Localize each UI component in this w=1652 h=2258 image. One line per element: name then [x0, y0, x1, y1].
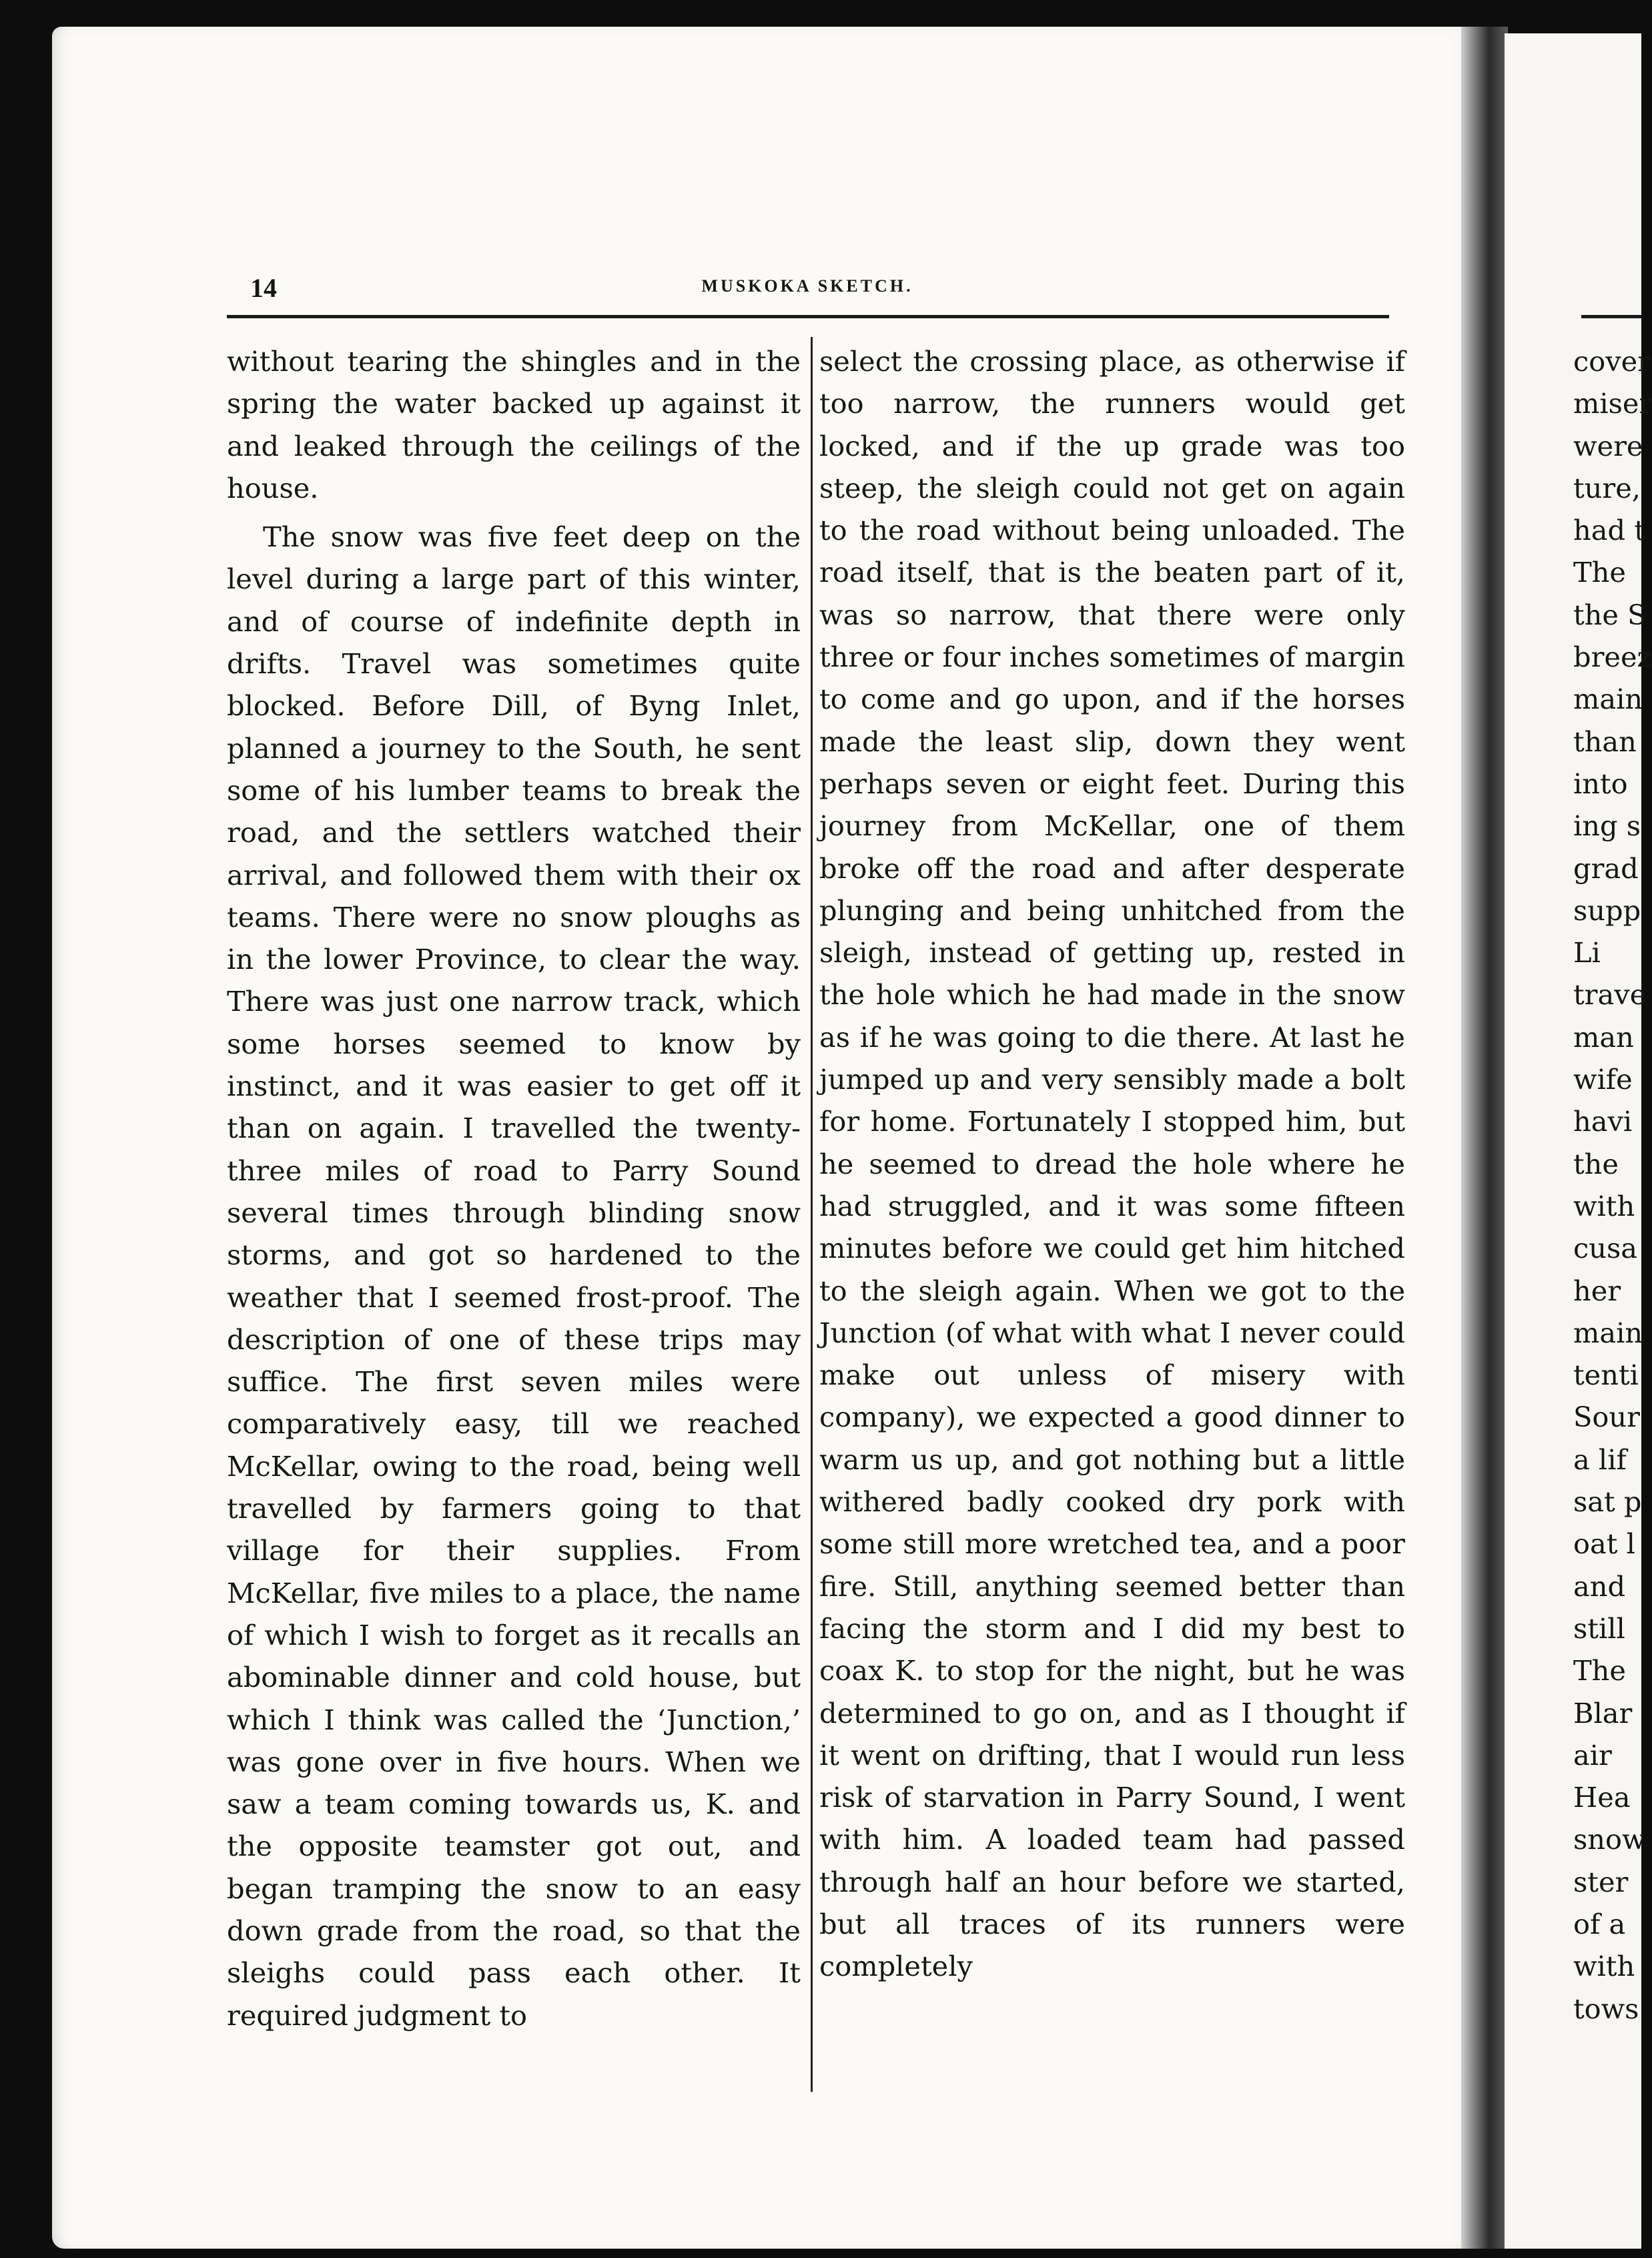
- edge-line: and: [1573, 1569, 1626, 1603]
- book-gutter: [1461, 27, 1508, 2249]
- edge-line: still: [1573, 1611, 1625, 1645]
- edge-line: the: [1573, 1147, 1619, 1180]
- page-number: 14: [250, 273, 277, 303]
- edge-line: main: [1573, 683, 1643, 716]
- paragraph: The snow was five feet deep on the level during a large part of this winter, and of course of indefinite depth in drifts. Travel was sometimes quite blocked. Before Dill, of Byng Inlet, planned a journey to the South, he sent some of his lumber teams to break the road, and the settlers watched their arrival, and followed them with their ox teams. There were no snow ploughs as in the lower Province, to clear the way. There was just one narrow track, which some horses seemed to know by instinct, and it was easier to get off it than on again. I travelled the twenty-three miles of road to Parry Sound several times through blinding snow storms, and got so hardened to the weather that I seemed frost-proof. The description of one of these trips may suffice. The first seven miles were comparatively easy, till we reached McKellar, owing to the road, being well travelled by farmers going to that village for their supplies. From McKellar, five miles to a place, the name of which I wish to forget as it recalls an abominable dinner and cold house, but which I think was called the ‘Junction,’ was gone over in five hours. When we saw a team coming towards us, K. and the opposite teamster got out, and began tramping the snow to an easy down grade from the road, so that the sleighs could pass each other. It required judgment to: [227, 520, 801, 2032]
- left-text-column: [227, 340, 801, 2089]
- edge-line: The: [1573, 1654, 1626, 1687]
- header-rule: [227, 315, 1389, 318]
- column-divider: [811, 337, 813, 2092]
- edge-line: cover: [1573, 345, 1651, 378]
- edge-line: snow: [1573, 1823, 1646, 1856]
- edge-line: tows: [1573, 1992, 1639, 2025]
- running-title: MUSKOKA SKETCH.: [701, 276, 913, 296]
- edge-line: with: [1573, 1950, 1635, 1983]
- page-header: [227, 267, 1388, 314]
- edge-line: supp: [1573, 893, 1641, 927]
- edge-line: the S: [1573, 598, 1647, 631]
- adjacent-header-rule: [1581, 315, 1641, 318]
- edge-line: Blar: [1573, 1696, 1633, 1730]
- edge-line: ing s: [1573, 809, 1641, 843]
- edge-line: Sour: [1573, 1401, 1640, 1434]
- right-text-column: [819, 340, 1405, 2089]
- edge-line: breez: [1573, 641, 1652, 674]
- edge-line: ture,: [1573, 471, 1641, 504]
- edge-line: Li: [1573, 936, 1601, 970]
- edge-line: than: [1573, 725, 1637, 758]
- adjacent-page-text: [1573, 340, 1652, 2089]
- edge-line: with: [1573, 1189, 1635, 1222]
- edge-line: tenti: [1573, 1359, 1639, 1392]
- edge-line: ster: [1573, 1865, 1629, 1898]
- edge-line: man: [1573, 1020, 1634, 1054]
- edge-line: main: [1573, 1316, 1643, 1349]
- edge-line: into: [1573, 767, 1628, 800]
- edge-line: oat l: [1573, 1527, 1635, 1561]
- edge-line: sat p: [1573, 1485, 1642, 1519]
- edge-line: of a: [1573, 1907, 1626, 1940]
- edge-line: Hea: [1573, 1781, 1631, 1814]
- edge-line: cusa: [1573, 1232, 1638, 1265]
- edge-line: grad: [1573, 851, 1639, 885]
- edge-line: havi: [1573, 1105, 1633, 1138]
- edge-line: air: [1573, 1738, 1612, 1772]
- edge-line: trave: [1573, 978, 1647, 1012]
- edge-line: were: [1573, 429, 1643, 462]
- edge-line: miser: [1573, 387, 1652, 420]
- edge-line: wife: [1573, 1063, 1633, 1096]
- paragraph: select the crossing place, as otherwise if too narrow, the runners would get locked, and if the up grade was too steep, the sleigh could not get on again to the road without being unloaded. The road itself, that is the beaten part of it, was so narrow, that there were only three or four inches sometimes of margin to come and go upon, and if the horses made the least slip, down they went perhaps seven or eight feet. During this journey from McKellar, one of them broke off the road and after desperate plunging and being unhitched from the sleigh, instead of getting up, rested in the hole which he had made in the snow as if he was going to die there. At last he jumped up and very sensibly made a bolt for home. Fortunately I stopped him, but he seemed to dread the hole where he had struggled, and it was some fifteen minutes before we could get him hitched to the sleigh again. When we got to the Junction (of what with what I never could make out unless of misery with company), we expected a good dinner to warm us up, and got nothing but a little withered badly cooked dry pork with some still more wretched tea, and a poor fire. Still, anything seemed better than facing the storm and I did my best to coax K. to stop for the night, but he was determined to go on, and as I thought if it went on drifting, that I would run less risk of starvation in Parry Sound, I went with him. A loaded team had passed through half an hour before we started, but all traces of its runners were completely: [819, 345, 1405, 1983]
- paragraph: without tearing the shingles and in the spring the water backed up against it and leaked through the ceilings of the house.: [227, 345, 801, 504]
- edge-line: a lif: [1573, 1443, 1627, 1476]
- edge-line: her: [1573, 1274, 1621, 1307]
- edge-line: had t: [1573, 514, 1645, 547]
- edge-line: The: [1573, 556, 1626, 589]
